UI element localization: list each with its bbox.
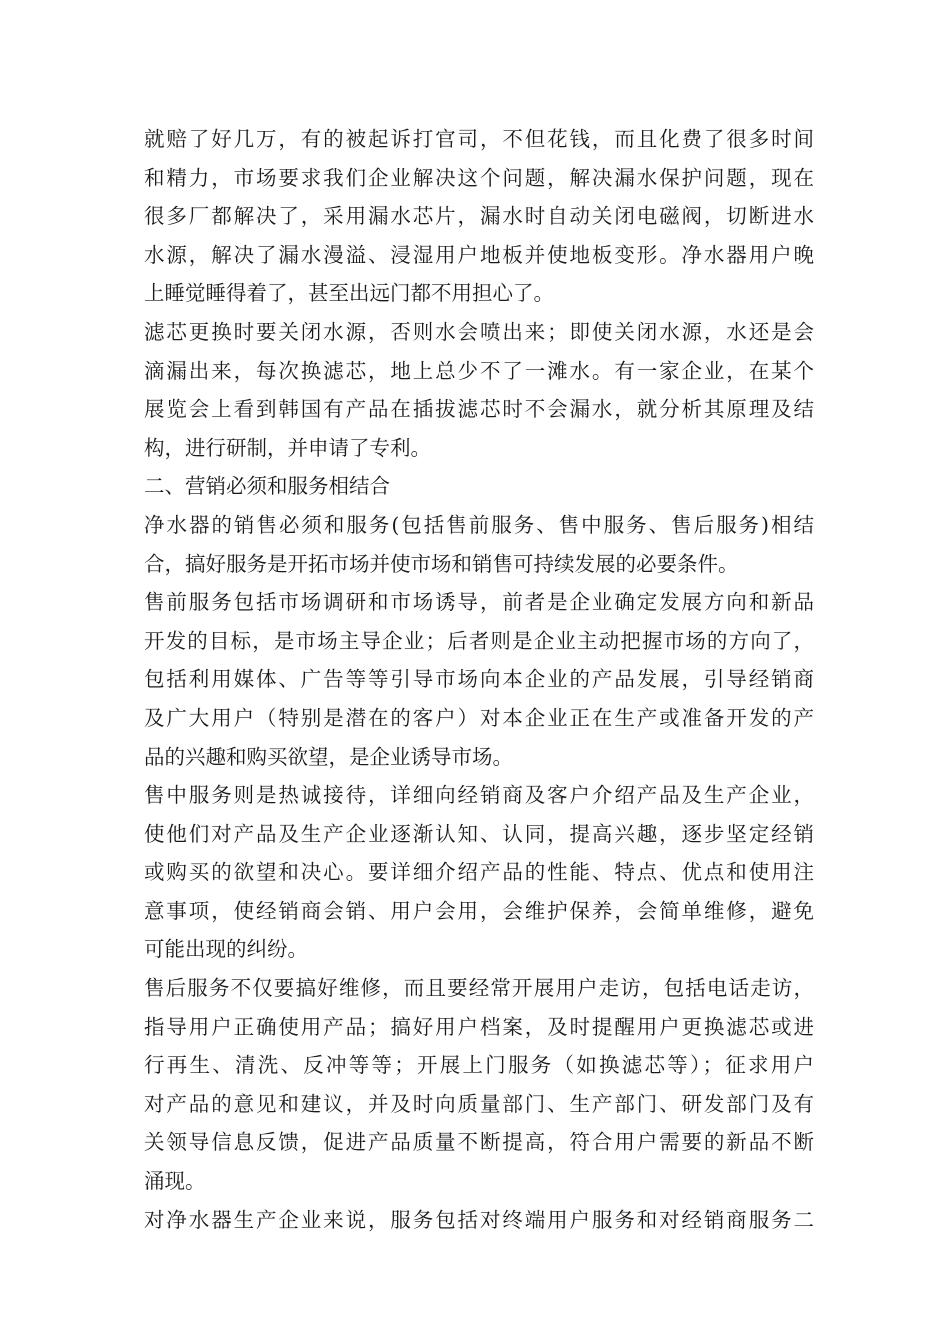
text-line: 指导用户正确使用产品；搞好用户档案，及时提醒用户更换滤芯或进 (144, 1014, 814, 1039)
text-line: 展览会上看到韩国有产品在插拔滤芯时不会漏水，就分析其原理及结 (144, 397, 814, 422)
text-line: 售前服务包括市场调研和市场诱导，前者是企业确定发展方向和新品 (144, 590, 814, 615)
text-line: 净水器的销售必须和服务(包括售前服务、售中服务、售后服务)相结 (144, 512, 814, 537)
text-line: 品的兴趣和购买欲望，是企业诱导市场。 (144, 744, 513, 769)
text-line: 合，搞好服务是开拓市场并使市场和销售可持续发展的必要条件。 (144, 551, 739, 576)
text-line: 和精力，市场要求我们企业解决这个问题，解决漏水保护问题，现在 (144, 165, 814, 190)
text-line: 及广大用户（特别是潜在的客户）对本企业正在生产或准备开发的产 (144, 705, 814, 730)
text-line: 很多厂都解决了，采用漏水芯片，漏水时自动关闭电磁阀，切断进水 (144, 204, 814, 229)
text-line: 关领导信息反馈，促进产品质量不断提高，符合用户需要的新品不断 (144, 1130, 814, 1155)
text-line: 包括利用媒体、广告等等引导市场向本企业的产品发展，引导经销商 (144, 667, 814, 692)
text-line: 二、营销必须和服务相结合 (144, 474, 390, 499)
text-line: 构，进行研制，并申请了专利。 (144, 435, 431, 460)
text-line: 售中服务则是热诚接待，详细向经销商及客户介绍产品及生产企业， (144, 783, 814, 808)
text-line: 开发的目标，是市场主导企业；后者则是企业主动把握市场的方向了， (144, 628, 814, 653)
text-line: 行再生、清洗、反冲等等；开展上门服务（如换滤芯等）；征求用户 (144, 1053, 814, 1078)
text-line: 可能出现的纠纷。 (144, 937, 308, 962)
text-line: 或购买的欲望和决心。要详细介绍产品的性能、特点、优点和使用注 (144, 860, 814, 885)
document-body (144, 120, 814, 1239)
text-line: 售后服务不仅要搞好维修，而且要经常开展用户走访，包括电话走访， (144, 976, 814, 1001)
text-line: 滤芯更换时要关闭水源，否则水会喷出来；即使关闭水源，水还是会 (144, 319, 814, 344)
text-line: 水源，解决了漏水漫溢、浸湿用户地板并使地板变形。净水器用户晚 (144, 242, 814, 267)
text-line: 意事项，使经销商会销、用户会用，会维护保养，会简单维修，避免 (144, 898, 814, 923)
text-line: 就赔了好几万，有的被起诉打官司，不但花钱，而且化费了很多时间 (144, 127, 814, 151)
text-line: 对产品的意见和建议，并及时向质量部门、生产部门、研发部门及有 (144, 1091, 814, 1116)
text-line: 涌现。 (144, 1169, 206, 1194)
text-line: 上睡觉睡得着了，甚至出远门都不用担心了。 (144, 281, 554, 306)
text-line: 对净水器生产企业来说，服务包括对终端用户服务和对经销商服务二 (144, 1207, 814, 1232)
text-line: 使他们对产品及生产企业逐渐认知、认同，提高兴趣，逐步坚定经销 (144, 821, 814, 846)
text-line: 滴漏出来，每次换滤芯，地上总少不了一滩水。有一家企业，在某个 (144, 358, 814, 383)
